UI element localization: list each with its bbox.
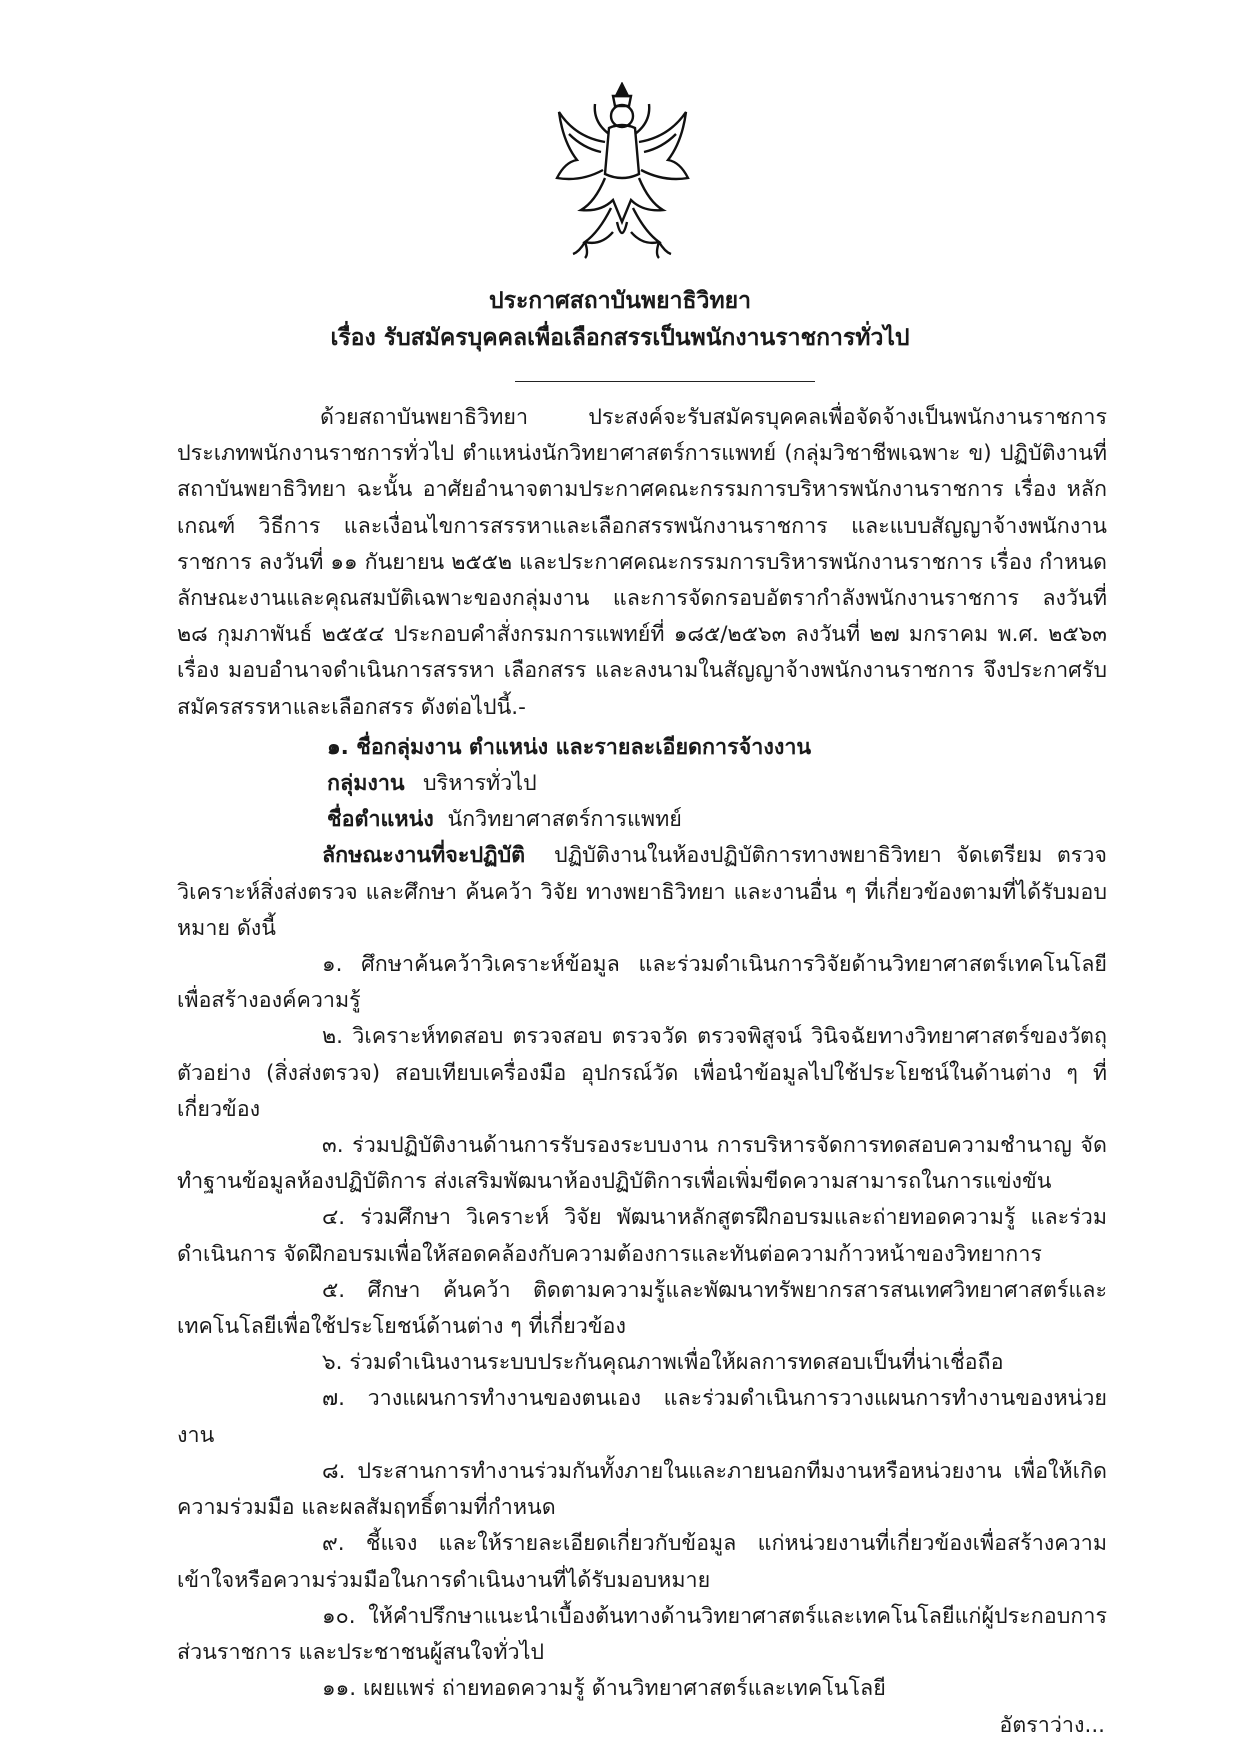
duty-item-1: ๑. ศึกษาค้นคว้าวิเคราะห์ข้อมูล และร่วมดำเนินการวิจัยด้านวิทยาศาสตร์เทคโนโลยีเพื่อสร้างองค์ความรู้ bbox=[177, 952, 1107, 1014]
intro-paragraph: ด้วยสถาบันพยาธิวิทยา ประสงค์จะรับสมัครบุคคลเพื่อจัดจ้างเป็นพนักงานราชการ ประเภทพนักงานราชการทั่วไป ตำแหน่งนักวิทยาศาสตร์การแพทย์ (กลุ่มวิชาชีพเฉพาะ ข) ปฏิบัติงานที่ สถาบันพยาธิวิทยา ฉะนั้น อาศัยอำนาจตามประกาศคณะกรรมการบริหารพนักงานราชการ เรื่อง หลักเกณฑ์ วิธีการ และเงื่อนไขการสรรหาและเลือกสรรพนักงานราชการ และแบบสัญญาจ้างพนักงานราชการ ลงวันที่ ๑๑ กันยายน ๒๕๕๒ และประกาศคณะกรรมการบริหารพนักงานราชการ เรื่อง กำหนดลักษณะงานและคุณสมบัติเฉพาะของกลุ่มงาน และการจัดกรอบอัตรากำลังพนักงานราชการ ลงวันที่ ๒๘ กุมภาพันธ์ ๒๕๕๔ ประกอบคำสั่งกรมการแพทย์ที่ ๑๘๕/๒๕๖๓ ลงวันที่ ๒๗ มกราคม พ.ศ. ๒๕๖๓ เรื่อง มอบอำนาจดำเนินการสรรหา เลือกสรร และลงนามในสัญญาจ้างพนักงานราชการ จึงประกาศรับสมัครสรรหาและเลือกสรร ดังต่อไปนี้.- bbox=[177, 405, 1107, 720]
duty-item-6: ๖. ร่วมดำเนินงานระบบประกันคุณภาพเพื่อให้ผลการทดสอบเป็นที่น่าเชื่อถือ bbox=[322, 1350, 1004, 1376]
duties-paragraph bbox=[177, 838, 1107, 947]
section-1-heading: ๑. ชื่อกลุ่มงาน ตำแหน่ง และรายละเอียดการจ้างงาน bbox=[327, 734, 812, 760]
job-group-row bbox=[177, 766, 1107, 802]
duty-item-10: ๑๐. ให้คำปรึกษาแนะนำเบื้องต้นทางด้านวิทยาศาสตร์และเทคโนโลยีแก่ผู้ประกอบการส่วนราชการ และประชาชนผู้สนใจทั่วไป bbox=[177, 1603, 1107, 1665]
duty-item-5: ๕. ศึกษา ค้นคว้า ติดตามความรู้และพัฒนาทรัพยากรสารสนเทศวิทยาศาสตร์และเทคโนโลยีเพื่อใช้ประโยชน์ด้านต่าง ๆ ที่เกี่ยวข้อง bbox=[177, 1277, 1107, 1340]
duty-item-4: ๔. ร่วมศึกษา วิเคราะห์ วิจัย พัฒนาหลักสูตรฝึกอบรมและถ่ายทอดความรู้ และร่วมดำเนินการ จัดฝึกอบรมเพื่อให้สอดคล้องกับความต้องการและทันต่อความก้าวหน้าของวิทยาการ bbox=[177, 1205, 1107, 1267]
document-body bbox=[177, 400, 1107, 1707]
duty-item-3: ๓. ร่วมปฏิบัติงานด้านการรับรองระบบงาน การบริหารจัดการทดสอบความชำนาญ จัดทำฐานข้อมูลห้องปฏิบัติการ ส่งเสริมพัฒนาห้องปฏิบัติการเพื่อเพิ่มขีดความสามารถในการแข่งขัน bbox=[177, 1133, 1107, 1195]
duties-label: ลักษณะงานที่จะปฏิบัติ bbox=[322, 843, 526, 869]
garuda-emblem bbox=[555, 82, 690, 260]
job-group-label: กลุ่มงาน bbox=[327, 771, 405, 797]
announcement-subject: เรื่อง รับสมัครบุคคลเพื่อเลือกสรรเป็นพนักงานราชการทั่วไป bbox=[330, 325, 910, 351]
position-row bbox=[177, 802, 1107, 838]
position-label: ชื่อตำแหน่ง bbox=[327, 807, 434, 833]
duty-item-2: ๒. วิเคราะห์ทดสอบ ตรวจสอบ ตรวจวัด ตรวจพิสูจน์ วินิจฉัยทางวิทยาศาสตร์ของวัตถุตัวอย่าง (สิ่งส่งตรวจ) สอบเทียบเครื่องมือ อุปกรณ์วัด เพื่อนำข้อมูลไปใช้ประโยชน์ในด้านต่าง ๆ ที่เกี่ยวข้อง bbox=[177, 1024, 1107, 1122]
duty-item-8: ๘. ประสานการทำงานร่วมกันทั้งภายในและภายนอกทีมงานหรือหน่วยงาน เพื่อให้เกิดความร่วมมือ และผลสัมฤทธิ์ตามที่กำหนด bbox=[177, 1458, 1107, 1521]
position-value: นักวิทยาศาสตร์การแพทย์ bbox=[447, 807, 682, 833]
continuation-note: อัตราว่าง... bbox=[999, 1713, 1105, 1738]
title-divider bbox=[515, 381, 815, 382]
duty-item-11: ๑๑. เผยแพร่ ถ่ายทอดความรู้ ด้านวิทยาศาสตร์และเทคโนโลยี bbox=[322, 1676, 886, 1702]
duty-item-9: ๙. ชี้แจง และให้รายละเอียดเกี่ยวกับข้อมูล แก่หน่วยงานที่เกี่ยวข้องเพื่อสร้างความเข้าใจหรือความร่วมมือในการดำเนินงานที่ได้รับมอบหมาย bbox=[177, 1531, 1107, 1593]
duty-item-7: ๗. วางแผนการทำงานของตนเอง และร่วมดำเนินการวางแผนการทำงานของหน่วยงาน bbox=[177, 1386, 1107, 1448]
duties-text: ปฏิบัติงานในห้องปฏิบัติการทางพยาธิวิทยา จัดเตรียม ตรวจวิเคราะห์สิ่งส่งตรวจ และศึกษา ค้นคว้า วิจัย ทางพยาธิวิทยา และงานอื่น ๆ ที่เกี่ยวข้องตามที่ได้รับมอบหมาย ดังนี้ bbox=[177, 843, 1108, 941]
announcement-title: ประกาศสถาบันพยาธิวิทยา bbox=[488, 288, 751, 314]
job-group-value: บริหารทั่วไป bbox=[423, 771, 537, 797]
